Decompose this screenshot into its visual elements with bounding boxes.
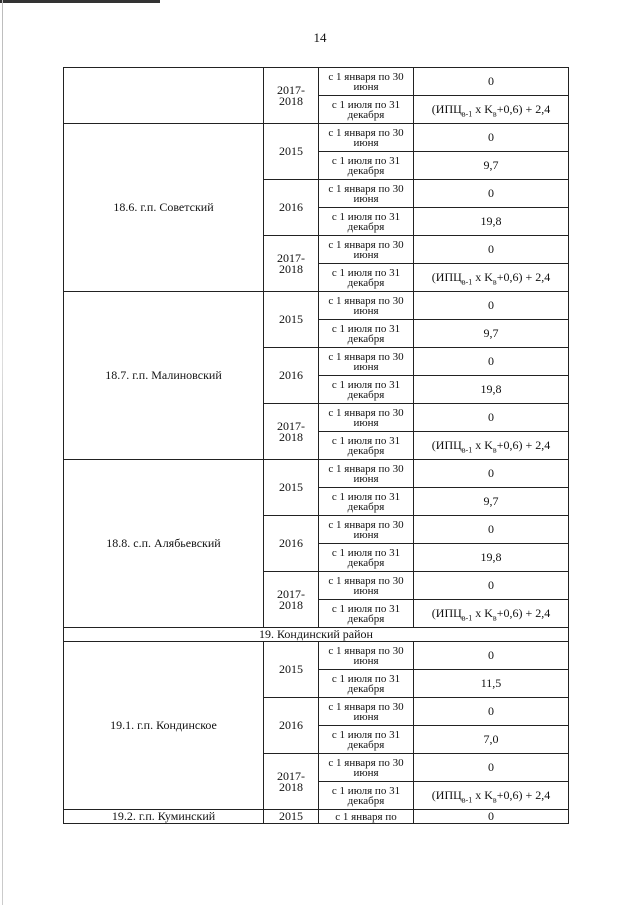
formula-mid: x K <box>472 270 493 284</box>
period-first-half: с 1 января по 30 июня <box>319 348 414 376</box>
period-first-half: с 1 января по 30 июня <box>319 404 414 432</box>
period-first-half: с 1 января по 30 июня <box>319 68 414 96</box>
year-cell: 2015 <box>264 460 319 516</box>
value-cell: 0 <box>414 124 569 152</box>
year-cell: 2016 <box>264 180 319 236</box>
value-cell: 0 <box>414 180 569 208</box>
value-cell: 9,7 <box>414 488 569 516</box>
year-cell: 2017-2018 <box>264 236 319 292</box>
value-cell: 0 <box>414 516 569 544</box>
period-second-half: с 1 июля по 31 декабря <box>319 432 414 460</box>
formula-close: +0,6) + 2,4 <box>496 606 551 620</box>
formula-index-sub: в-1 <box>461 277 473 287</box>
value-cell: 0 <box>414 68 569 96</box>
formula-close: +0,6) + 2,4 <box>496 438 551 452</box>
year-cell: 2017-2018 <box>264 404 319 460</box>
period-second-half: с 1 июля по 31 декабря <box>319 320 414 348</box>
region-name: 18.6. г.п. Советский <box>64 124 264 292</box>
formula-mid: x K <box>472 606 493 620</box>
period-first-half: с 1 января по 30 июня <box>319 292 414 320</box>
period-first-half: с 1 января по 30 июня <box>319 698 414 726</box>
value-cell <box>414 264 569 292</box>
period-first-half: с 1 января по 30 июня <box>319 642 414 670</box>
year-cell: 2017-2018 <box>264 754 319 810</box>
value-cell: 7,0 <box>414 726 569 754</box>
formula-open: (ИПЦ <box>431 270 462 284</box>
value-cell: 19,8 <box>414 544 569 572</box>
value-cell: 11,5 <box>414 670 569 698</box>
period-first-half: с 1 января по 30 июня <box>319 516 414 544</box>
region-name <box>64 68 264 124</box>
value-cell: 0 <box>414 404 569 432</box>
period-first-half: с 1 января по <box>319 810 414 824</box>
scan-edge-top <box>0 0 160 3</box>
value-cell <box>414 96 569 124</box>
period-second-half: с 1 июля по 31 декабря <box>319 726 414 754</box>
formula-close: +0,6) + 2,4 <box>496 270 551 284</box>
section-title: 19. Кондинский район <box>64 628 569 642</box>
formula-open: (ИПЦ <box>431 788 462 802</box>
value-cell: 9,7 <box>414 152 569 180</box>
formula-open: (ИПЦ <box>431 102 462 116</box>
value-cell: 19,8 <box>414 208 569 236</box>
period-second-half: с 1 июля по 31 декабря <box>319 208 414 236</box>
value-cell <box>414 600 569 628</box>
tariff-table <box>63 67 569 824</box>
table-row <box>64 642 569 670</box>
value-cell: 0 <box>414 236 569 264</box>
period-first-half: с 1 января по 30 июня <box>319 572 414 600</box>
value-cell: 0 <box>414 292 569 320</box>
period-second-half: с 1 июля по 31 декабря <box>319 96 414 124</box>
value-cell: 0 <box>414 698 569 726</box>
page-number: 14 <box>313 30 327 45</box>
formula-index-sub: в-1 <box>461 795 473 805</box>
formula-coef-sub: в <box>492 277 497 287</box>
value-cell: 19,8 <box>414 376 569 404</box>
table-row <box>64 810 569 824</box>
period-first-half: с 1 января по 30 июня <box>319 124 414 152</box>
formula-mid: x K <box>472 438 493 452</box>
year-cell: 2015 <box>264 642 319 698</box>
region-name: 19.1. г.п. Кондинское <box>64 642 264 810</box>
year-cell: 2017-2018 <box>264 68 319 124</box>
period-second-half: с 1 июля по 31 декабря <box>319 376 414 404</box>
formula-coef-sub: в <box>492 613 497 623</box>
period-second-half: с 1 июля по 31 декабря <box>319 782 414 810</box>
table-row <box>64 68 569 96</box>
year-cell: 2015 <box>264 124 319 180</box>
value-cell: 0 <box>414 754 569 782</box>
formula-index-sub: в-1 <box>461 613 473 623</box>
period-second-half: с 1 июля по 31 декабря <box>319 670 414 698</box>
year-cell: 2017-2018 <box>264 572 319 628</box>
region-name: 19.2. г.п. Куминский <box>64 810 264 824</box>
value-cell: 0 <box>414 810 569 824</box>
period-first-half: с 1 января по 30 июня <box>319 236 414 264</box>
table-row <box>64 124 569 152</box>
value-cell <box>414 782 569 810</box>
region-name: 18.7. г.п. Малиновский <box>64 292 264 460</box>
table-row <box>64 460 569 488</box>
formula-index-sub: в-1 <box>461 109 473 119</box>
year-cell: 2016 <box>264 348 319 404</box>
period-first-half: с 1 января по 30 июня <box>319 460 414 488</box>
value-cell: 0 <box>414 642 569 670</box>
table-row <box>64 292 569 320</box>
scan-edge-left <box>2 0 3 905</box>
value-cell <box>414 432 569 460</box>
tariff-table-body <box>64 68 569 824</box>
formula-mid: x K <box>472 788 493 802</box>
value-cell: 0 <box>414 348 569 376</box>
year-cell: 2016 <box>264 516 319 572</box>
section-row <box>64 628 569 642</box>
year-cell: 2015 <box>264 292 319 348</box>
formula-close: +0,6) + 2,4 <box>496 788 551 802</box>
formula-coef-sub: в <box>492 445 497 455</box>
value-cell: 0 <box>414 572 569 600</box>
period-second-half: с 1 июля по 31 декабря <box>319 488 414 516</box>
year-cell: 2016 <box>264 698 319 754</box>
period-second-half: с 1 июля по 31 декабря <box>319 264 414 292</box>
period-second-half: с 1 июля по 31 декабря <box>319 152 414 180</box>
formula-open: (ИПЦ <box>431 438 462 452</box>
formula-open: (ИПЦ <box>431 606 462 620</box>
formula-mid: x K <box>472 102 493 116</box>
region-name: 18.8. с.п. Алябьевский <box>64 460 264 628</box>
period-second-half: с 1 июля по 31 декабря <box>319 544 414 572</box>
formula-coef-sub: в <box>492 109 497 119</box>
period-first-half: с 1 января по 30 июня <box>319 180 414 208</box>
value-cell: 0 <box>414 460 569 488</box>
formula-index-sub: в-1 <box>461 445 473 455</box>
period-second-half: с 1 июля по 31 декабря <box>319 600 414 628</box>
formula-coef-sub: в <box>492 795 497 805</box>
value-cell: 9,7 <box>414 320 569 348</box>
formula-close: +0,6) + 2,4 <box>496 102 551 116</box>
year-cell: 2015 <box>264 810 319 824</box>
period-first-half: с 1 января по 30 июня <box>319 754 414 782</box>
